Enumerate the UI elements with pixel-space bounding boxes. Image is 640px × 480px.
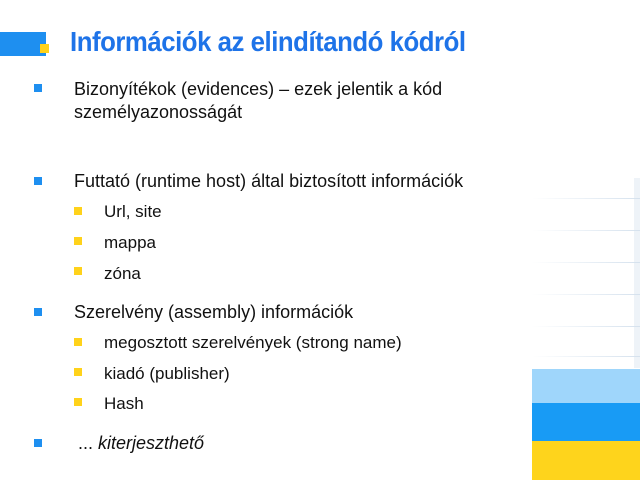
ellipsis-prefix: ... <box>78 433 99 453</box>
sub-item-publisher: kiadó (publisher) <box>104 364 230 383</box>
bullet-icon <box>34 84 42 92</box>
sub-bullet-icon <box>74 398 82 406</box>
sub-bullet-icon <box>74 207 82 215</box>
sub-bullet-icon <box>74 368 82 376</box>
sub-bullet-icon <box>74 338 82 346</box>
decorative-line <box>532 294 640 295</box>
decorative-line <box>532 326 640 327</box>
bullet-icon <box>34 439 42 447</box>
decorative-block-blue <box>532 403 640 441</box>
decorative-lines <box>532 180 640 370</box>
decorative-line <box>532 230 640 231</box>
decorative-block-yellow <box>532 441 640 480</box>
bullet-icon <box>34 177 42 185</box>
bullet-runtime-host: Futtató (runtime host) által biztosított információk <box>74 171 464 191</box>
sub-item-strong-name: megosztott szerelvények (strong name) <box>104 333 402 352</box>
sub-bullet-icon <box>74 267 82 275</box>
decorative-line <box>532 262 640 263</box>
decorative-line <box>532 198 640 199</box>
sub-item-mappa: mappa <box>104 233 156 252</box>
sub-item-zona: zóna <box>104 264 141 283</box>
title-accent-square <box>40 44 49 53</box>
bullet-assembly-info: Szerelvény (assembly) információk <box>74 302 354 322</box>
sub-item-url-site: Url, site <box>104 202 162 221</box>
sub-bullet-icon <box>74 237 82 245</box>
bullet-evidences-line2: személyazonosságát <box>74 102 243 122</box>
decorative-line <box>532 356 640 357</box>
extensible-text: kiterjeszthető <box>98 433 205 453</box>
bullet-icon <box>34 308 42 316</box>
decorative-block-light-blue <box>532 369 640 403</box>
sub-item-hash: Hash <box>104 394 144 413</box>
bullet-extensible <box>78 432 204 454</box>
slide-title: Információk az elindítandó kódról <box>70 26 466 57</box>
bullet-evidences-line1: Bizonyítékok (evidences) – ezek jelentik a kód <box>74 79 443 99</box>
